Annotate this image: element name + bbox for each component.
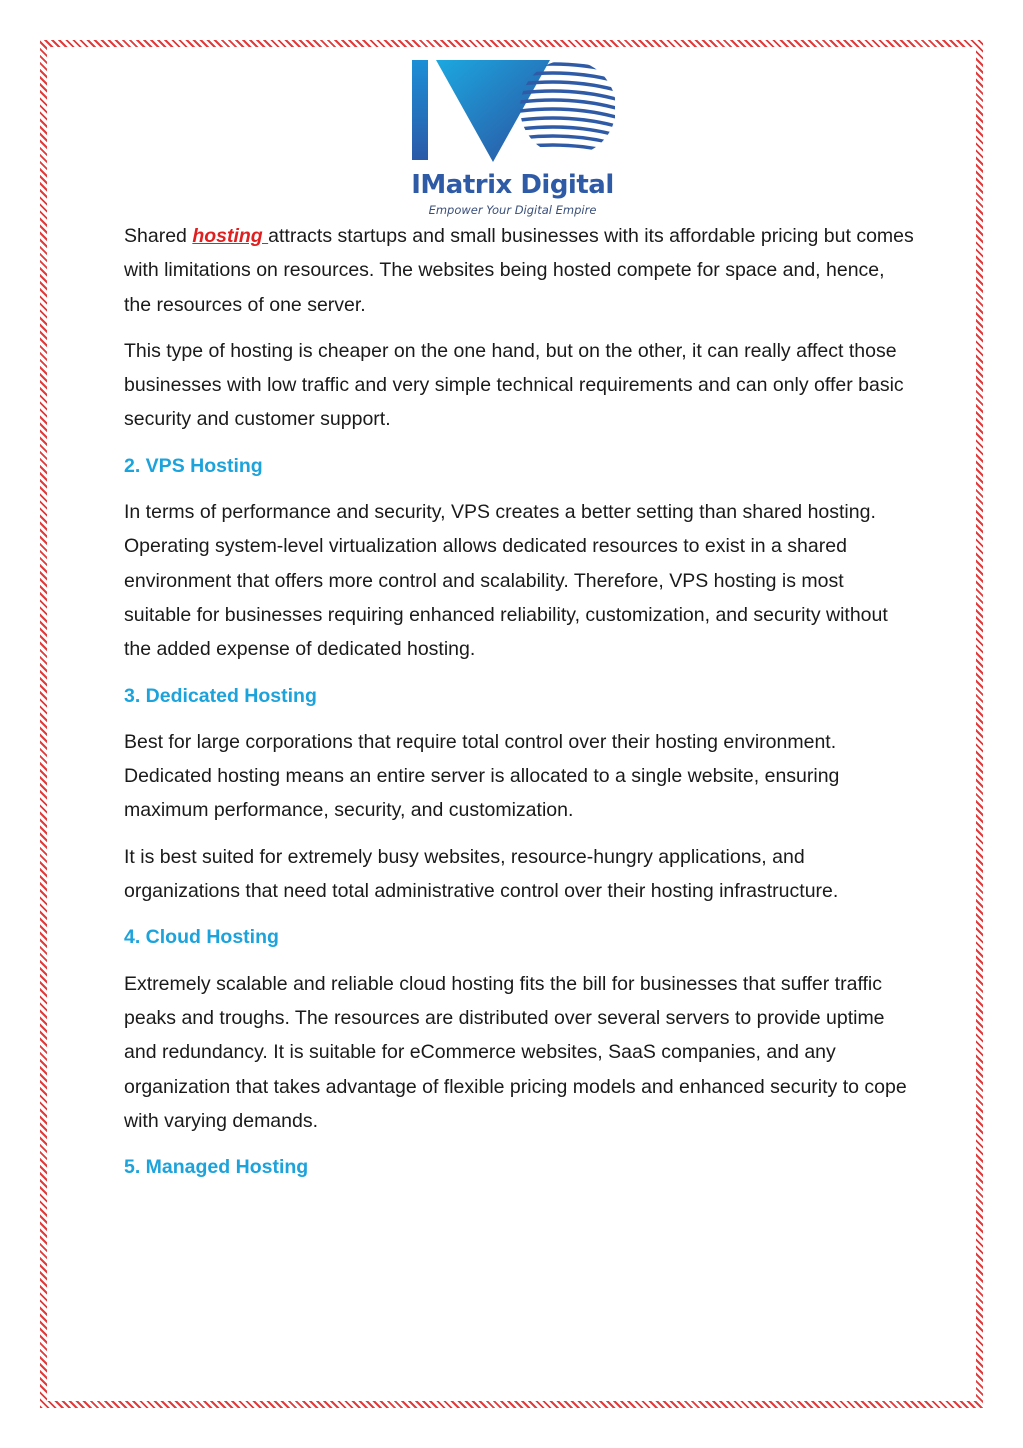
intro-text-before: Shared: [124, 225, 193, 247]
section-heading-dedicated: 3. Dedicated Hosting: [124, 684, 317, 707]
dedicated-paragraph-2: It is best suited for extremely busy websites, resource-hungry applications, and organizations that need total administrative control over their hosting infrastructure.: [124, 845, 839, 903]
intro-paragraph-1: [124, 219, 914, 322]
section-heading-cloud: 4. Cloud Hosting: [124, 926, 279, 949]
hosting-link[interactable]: hosting: [192, 225, 269, 247]
brand-name: IMatrix Digital: [411, 170, 614, 200]
section-heading-managed: 5. Managed Hosting: [124, 1156, 309, 1179]
dedicated-paragraph-1: Best for large corporations that require total control over their hosting environment. Dedicated hosting means an entire server is allocated to a single website, ensuring maximum performance, security, and customization.: [124, 730, 840, 822]
logo-mark-icon: [410, 58, 615, 170]
vps-paragraph: In terms of performance and security, VPS creates a better setting than shared hosting. Operating system-level virtualization allows dedicated resources to exist in a shared environment that offers more control and scalability. Therefore, VPS hosting is most suitable for businesses requiring enhanced reliability, customization, and security without the added expense of dedicated hosting.: [124, 501, 888, 661]
section-heading-vps: 2. VPS Hosting: [124, 454, 263, 477]
brand-tagline: Empower Your Digital Empire: [428, 203, 597, 217]
intro-paragraph-2: This type of hosting is cheaper on the one hand, but on the other, it can really affect those businesses with low traffic and very simple technical requirements and can only offer basic security and customer support.: [124, 339, 904, 431]
document-body: [124, 219, 914, 1196]
cloud-paragraph: Extremely scalable and reliable cloud hosting fits the bill for businesses that suffer traffic peaks and troughs. The resources are distributed over several servers to provide uptime and redundancy. It is suitable for eCommerce websites, SaaS companies, and any organization that takes advantage of flexible pricing models and enhanced security to cope with varying demands.: [124, 972, 907, 1132]
intro-text-after: attracts startups and small businesses with its affordable pricing but comes with limitations on resources. The websites being hosted compete for space and, hence, the resources of one server.: [124, 225, 914, 316]
brand-logo: [410, 58, 615, 220]
